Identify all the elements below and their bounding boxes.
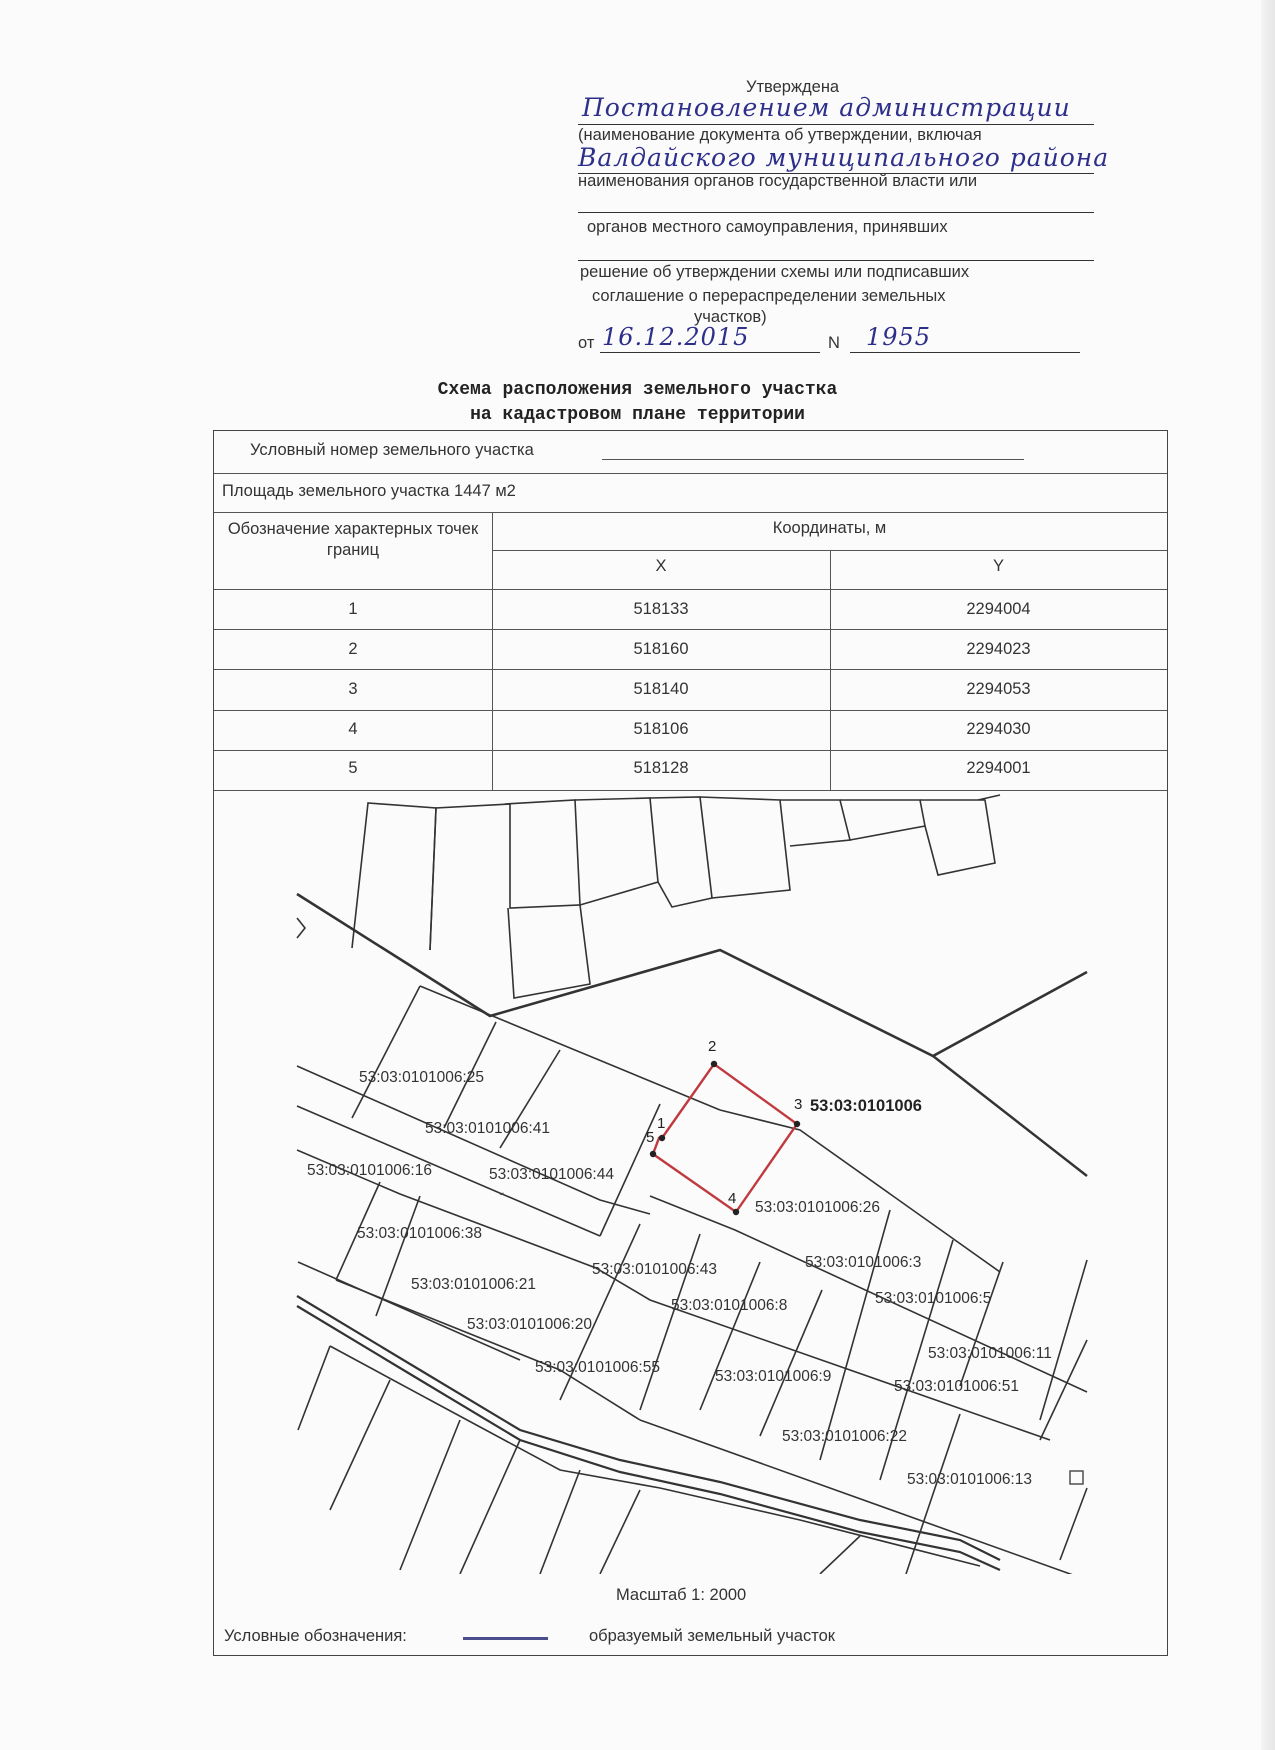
organ-caption-1: наименования органов государственной власти или — [578, 172, 978, 190]
scheme-title-line-1: Схема расположения земельного участка — [437, 380, 838, 400]
organ-caption-2: органов местного самоуправления, принявших — [587, 218, 948, 236]
y-header: Y — [992, 557, 1004, 575]
point-y: 2294030 — [966, 720, 1031, 738]
number-prefix: N — [828, 334, 840, 352]
blank-underline-2 — [578, 260, 1094, 261]
boundary-point — [659, 1135, 665, 1141]
table-hline — [214, 669, 1167, 670]
table-hline — [214, 589, 1167, 590]
boundary-point — [794, 1121, 800, 1127]
date-prefix: от — [578, 334, 595, 352]
parcel-edge — [820, 1536, 860, 1574]
parcel-edge — [600, 1490, 640, 1574]
table-hline — [214, 710, 1167, 711]
building-outline — [352, 803, 436, 950]
parcel-label: 53:03:0101006:41 — [425, 1120, 550, 1137]
table-hline — [214, 473, 1167, 474]
quarter-boundary — [933, 1056, 1087, 1176]
document-name-caption: (наименование документа об утверждении, включая — [578, 126, 982, 144]
parcel-label: 53:03:0101006:43 — [592, 1261, 717, 1278]
point-number: 3 — [348, 680, 358, 698]
conditional-number-blank-line — [602, 459, 1024, 460]
approved-label: Утверждена — [746, 78, 840, 96]
building-outline — [978, 795, 1000, 800]
parcel-label: 53:03:0101006:11 — [928, 1345, 1052, 1362]
formed-parcel-outline — [653, 1064, 797, 1212]
parcel-label: 53:03:0101006:44 — [489, 1166, 614, 1183]
parcel-edge — [720, 1110, 1000, 1272]
parcel-edge — [540, 1470, 580, 1574]
parcel-edge — [1060, 1488, 1087, 1560]
conditional-number-label: Условный номер земельного участка — [250, 441, 534, 459]
parcel-edge — [298, 1346, 330, 1430]
parcel-label: 53:03:0101006:25 — [359, 1069, 484, 1086]
parcel-edge — [400, 1420, 460, 1570]
parcel-label: 53:03:0101006:51 — [894, 1378, 1019, 1395]
map-scale: Масштаб 1: 2000 — [616, 1586, 747, 1604]
document-type-underline — [578, 124, 1094, 125]
point-number: 1 — [348, 600, 358, 618]
building-outline — [920, 800, 995, 875]
parcel-edge — [352, 986, 420, 1118]
parcel-edge — [460, 1440, 520, 1574]
parcel-label: 53:03:0101006:8 — [671, 1297, 788, 1314]
area-label: Площадь земельного участка 1447 м2 — [222, 482, 516, 500]
parcel-edge — [820, 1210, 890, 1460]
parcel-edge — [1040, 1260, 1087, 1420]
road-edge — [650, 1196, 1087, 1392]
point-x: 518140 — [633, 680, 689, 698]
parcel-label: 53:03:0101006:9 — [715, 1368, 832, 1385]
building-outline — [700, 797, 790, 898]
blank-underline-1 — [578, 212, 1094, 213]
boundary-point — [711, 1061, 717, 1067]
street-edge — [297, 1066, 650, 1214]
legend-line-symbol — [463, 1637, 548, 1640]
point-label: 3 — [794, 1096, 803, 1113]
road-band — [330, 1346, 980, 1566]
date-underline — [600, 352, 820, 353]
quarter-number-label: 53:03:0101006 — [810, 1097, 922, 1115]
parcel-edge — [960, 1262, 1003, 1386]
x-header: X — [655, 557, 667, 575]
building-outline — [780, 800, 850, 846]
point-y: 2294023 — [966, 640, 1031, 658]
parcel-label: 53:03:0101006:20 — [467, 1316, 592, 1333]
building-outline — [430, 804, 590, 998]
table-hline — [214, 750, 1167, 751]
parcel-edge — [330, 1380, 390, 1510]
building-outline — [505, 800, 580, 905]
handwritten-document-type: Постановлением администрации — [582, 93, 1071, 122]
handwritten-organ-name: Валдайского муниципального района — [578, 143, 1110, 172]
point-number: 2 — [348, 640, 358, 658]
point-x: 518160 — [633, 640, 689, 658]
parcel-label: 53:03:0101006:21 — [411, 1276, 536, 1293]
legend-label: Условные обозначения: — [224, 1627, 407, 1645]
handwritten-number: 1955 — [866, 323, 932, 351]
parcel-label: 53:03:0101006:3 — [805, 1254, 922, 1271]
parcel-label: 53:03:0101006:16 — [307, 1162, 432, 1179]
point-label: 4 — [728, 1190, 737, 1207]
map-linework — [297, 795, 1087, 1574]
parcel-label: 53:03:0101006:26 — [755, 1199, 880, 1216]
organ-caption-4: соглашение о перераспределении земельных — [592, 287, 946, 305]
cadastral-map — [214, 790, 1167, 1574]
organ-caption-3: решение об утверждении схемы или подписавших — [580, 263, 970, 281]
point-y: 2294004 — [966, 600, 1031, 618]
point-number: 5 — [348, 759, 358, 777]
scheme-title-line-2: на кадастровом плане территории — [470, 405, 805, 425]
table-hline — [214, 512, 1167, 513]
parcel-label: 53:03:0101006:38 — [357, 1225, 482, 1242]
point-number: 4 — [348, 720, 358, 738]
coords-header: Координаты, м — [772, 519, 887, 537]
parcel-label: 53:03:0101006:13 — [907, 1471, 1032, 1488]
parcel-label: 53:03:0101006:55 — [535, 1359, 660, 1376]
point-label: 5 — [646, 1129, 655, 1146]
building-outline — [840, 800, 925, 840]
point-y: 2294053 — [966, 680, 1031, 698]
point-x: 518128 — [633, 759, 689, 777]
building-outline — [650, 797, 712, 907]
building-outline — [575, 798, 658, 905]
map-symbol — [1070, 1471, 1083, 1484]
edge-tick — [297, 918, 305, 938]
number-underline — [850, 352, 1080, 353]
map-small-symbol: ᵕ — [499, 1186, 504, 1201]
point-label: 1 — [657, 1115, 666, 1132]
handwritten-date: 16.12.2015 — [602, 323, 750, 351]
parcel-edge — [420, 986, 720, 1110]
parcel-label: 53:03:0101006:22 — [782, 1428, 907, 1445]
boundary-point — [733, 1209, 739, 1215]
approval-block — [0, 0, 1275, 360]
point-y: 2294001 — [966, 759, 1031, 777]
organ-caption-5: участков) — [694, 308, 767, 326]
parcel-label: 53:03:0101006:5 — [875, 1290, 992, 1307]
table-hline — [214, 629, 1167, 630]
point-x: 518133 — [633, 600, 689, 618]
boundary-points — [650, 1061, 803, 1215]
legend-text: образуемый земельный участок — [589, 1627, 835, 1645]
point-label: 2 — [708, 1038, 717, 1055]
point-x: 518106 — [633, 720, 689, 738]
quarter-boundary — [297, 894, 1087, 1056]
points-header: Обозначение характерных точек границ — [227, 520, 479, 559]
boundary-point — [650, 1151, 656, 1157]
